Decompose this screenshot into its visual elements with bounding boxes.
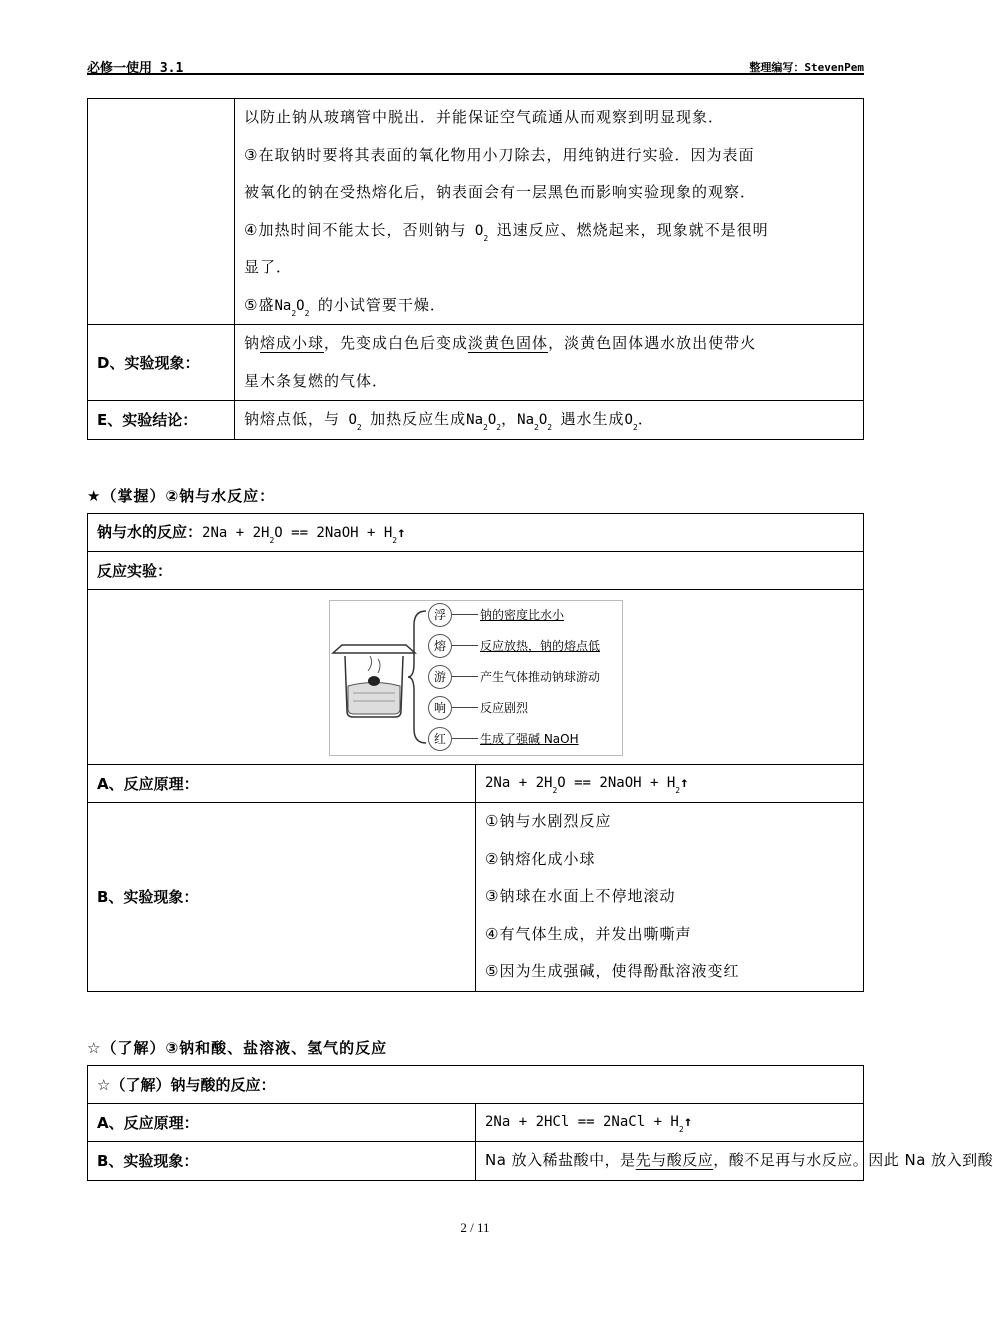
experiment-table-3 <box>87 1065 993 1181</box>
table-row <box>88 1104 864 1142</box>
table-row <box>88 1142 864 1181</box>
row-label: B、实验现象： <box>88 1142 476 1181</box>
acid-phenomenon-cell <box>476 1142 993 1181</box>
beaker-illustration <box>330 601 420 755</box>
table-row <box>88 99 864 325</box>
row-label: B、实验现象： <box>88 803 476 992</box>
text-line: ⑤盛$Na_2O_2$ 的小试管要干燥． <box>244 295 446 318</box>
acid-reaction-heading: ☆（了解）钠与酸的反应： <box>88 1066 864 1104</box>
header-title: 必修一使用 3.1 <box>87 61 184 76</box>
list-item: ③钠球在水面上不停地滚动 <box>485 887 676 905</box>
mnemonic-char: 游 <box>428 665 452 689</box>
row-label: E、实验结论： <box>88 401 235 440</box>
experiment-table-1 <box>87 98 864 440</box>
list-item: ④有气体生成，并发出嘶嘶声 <box>485 924 692 943</box>
table-row <box>88 803 864 992</box>
precautions-cell <box>235 99 864 325</box>
text-line: Na 放入稀盐酸中，是先与酸反应，酸不足再与水反应。因此 Na 放入到酸 <box>485 1151 993 1169</box>
section-title-sodium-water: ★（掌握）②钠与水反应： <box>87 487 276 505</box>
text-line: 显了． <box>244 258 293 276</box>
table-row <box>88 325 864 401</box>
header-author: 整理编写：StevenPem <box>749 61 864 74</box>
conclusion-cell <box>235 401 864 440</box>
mnemonic-char: 响 <box>428 696 452 720</box>
acid-principle-cell: 2Na + 2HCl == 2NaCl + $H_2↑$ <box>476 1104 864 1142</box>
principle-cell: $2Na + 2H_2O$ == 2NaOH + $H_2↑$ <box>476 765 864 803</box>
text-line: 星木条复燃的气体． <box>244 371 389 390</box>
text-line: ④加热时间不能太长，否则钠与 $O_2$ 迅速反应、燃烧起来，现象就不是很明 <box>244 220 769 243</box>
text-line: ③在取钠时要将其表面的氧化物用小刀除去，用纯钠进行实验．因为表面 <box>244 145 755 164</box>
mnemonic-char: 浮 <box>428 603 452 627</box>
section-title-acid-salt: ☆（了解）③钠和酸、盐溶液、氢气的反应 <box>87 1039 388 1057</box>
page-header <box>87 57 864 75</box>
table-row <box>88 552 864 590</box>
text-line: 以防止钠从玻璃管中脱出．并能保证空气疏通从而观察到明显现象． <box>244 108 725 126</box>
sodium-water-figure: 浮 钠的密度比水小 熔 反应放热，钠的熔点低 游 产生气体推动钠球游动 响 反应剧烈 红 生成了强碱 NaOH <box>329 600 623 756</box>
phenomenon-cell <box>235 325 864 401</box>
text-line: 钠熔成小球，先变成白色后变成淡黄色固体，淡黄色固体遇水放出使带火 <box>244 334 757 352</box>
reaction-equation-cell: 钠与水的反应：$2Na + 2H_2O$ == 2NaOH + $H_2↑$ <box>88 514 864 552</box>
list-item: ②钠熔化成小球 <box>485 849 596 868</box>
brace-icon <box>408 601 428 755</box>
row-label: A、反应原理： <box>88 765 476 803</box>
page-number: 2 / 11 <box>460 1220 490 1235</box>
table-row <box>88 401 864 440</box>
mnemonic-char: 红 <box>428 727 452 751</box>
empty-label-cell <box>88 99 235 325</box>
list-item: ⑤因为生成强碱，使得酚酞溶液变红 <box>485 962 740 980</box>
mnemonic-char: 熔 <box>428 634 452 658</box>
table-row <box>88 514 864 552</box>
table-row <box>88 765 864 803</box>
list-item: ①钠与水剧烈反应 <box>485 812 612 830</box>
text-line: 被氧化的钠在受热熔化后，钠表面会有一层黑色而影响实验现象的观察． <box>244 183 757 201</box>
table-row <box>88 1066 864 1104</box>
row-label: A、反应原理： <box>88 1104 476 1142</box>
text-line: 钠熔点低，与 $O_2$ 加热反应生成$Na_2O_2$，$Na_2O_2$ 遇水生成$O_2$． <box>244 410 654 432</box>
phenomenon-list-cell <box>476 803 864 992</box>
row-label: D、实验现象： <box>88 325 235 401</box>
experiment-label-cell: 反应实验： <box>88 552 864 590</box>
